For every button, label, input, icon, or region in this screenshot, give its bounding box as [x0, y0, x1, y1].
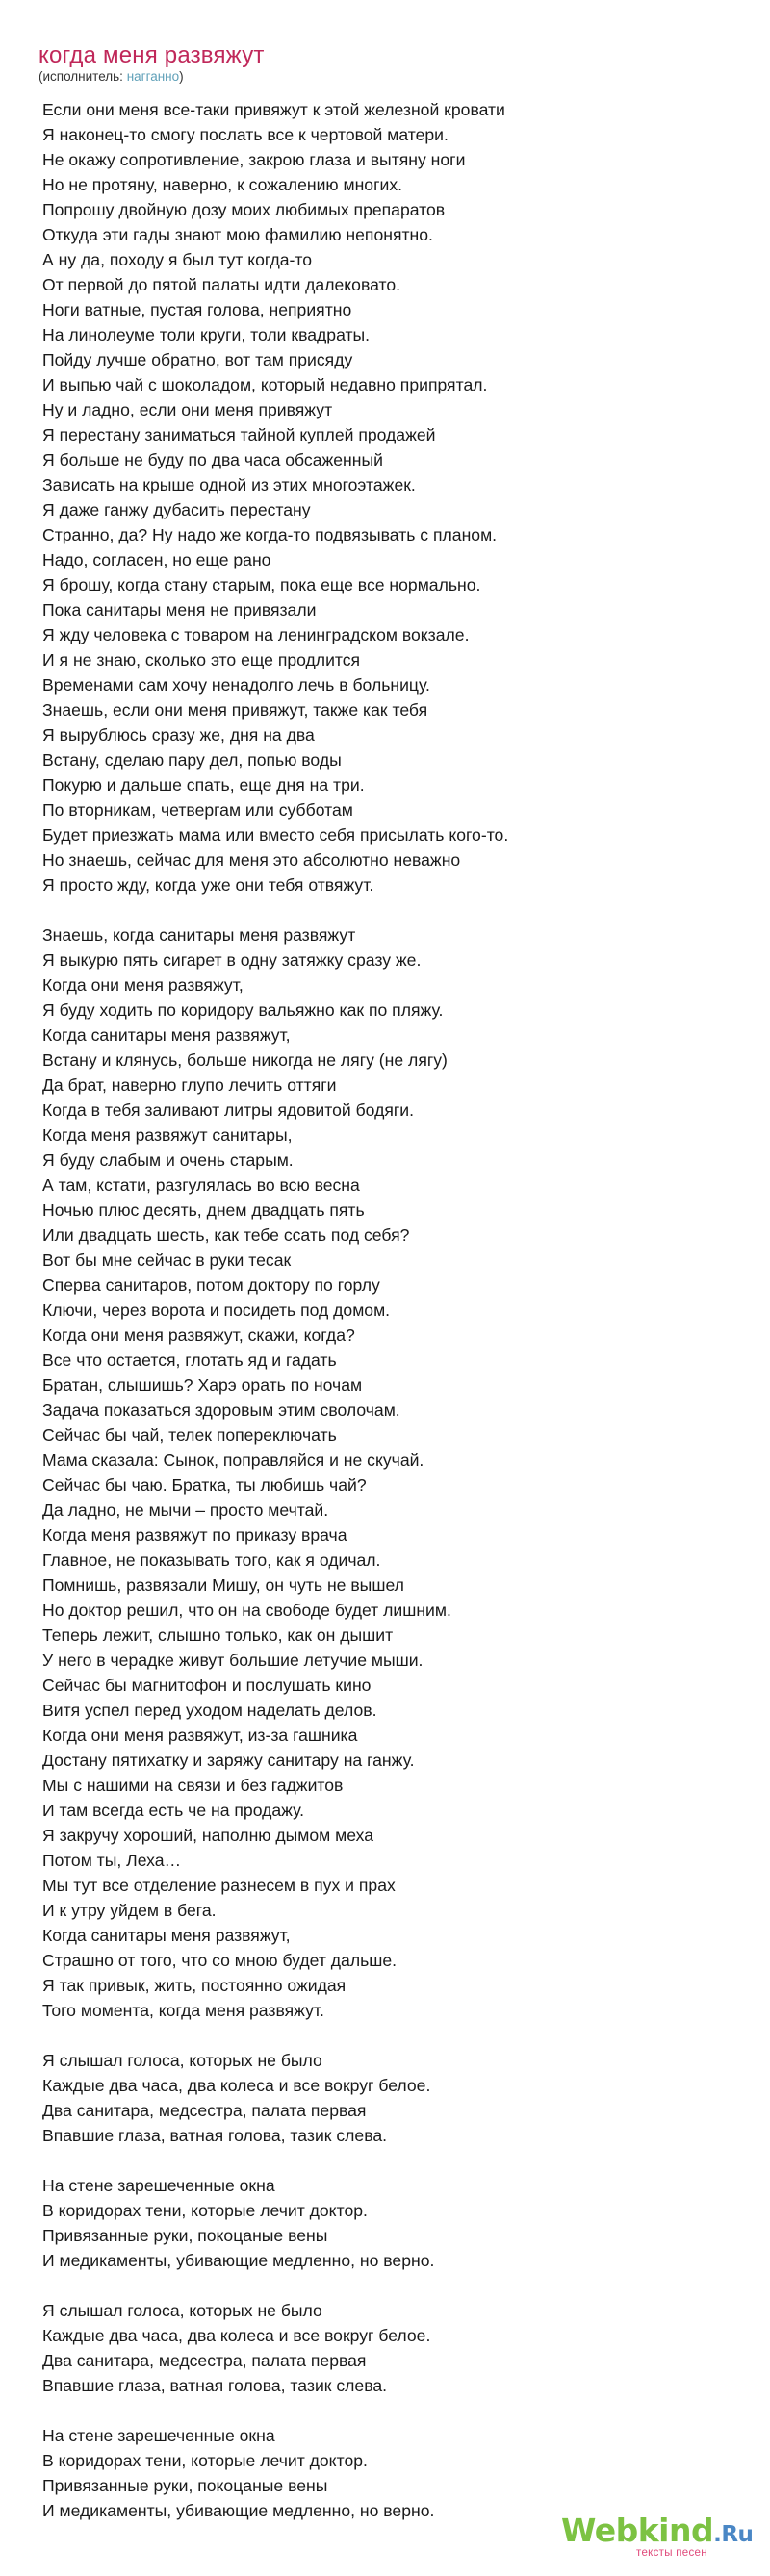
logo-main-text: Webkind: [561, 2512, 714, 2549]
lyric-line: Но знаешь, сейчас для меня это абсолютно неважно: [42, 850, 461, 870]
lyric-line: Сейчас бы чай, телек попереключать: [42, 1426, 337, 1445]
lyric-line: Странно, да? Ну надо же когда-то подвязывать с планом.: [42, 525, 498, 544]
lyric-line: У него в черадке живут большие летучие мыши.: [42, 1651, 424, 1670]
lyric-line: Помнишь, развязали Мишу, он чуть не вышел: [42, 1576, 404, 1595]
lyric-line: Задача показаться здоровым этим сволочам.: [42, 1401, 400, 1420]
lyrics-stanza: [42, 97, 755, 897]
lyric-line: Сперва санитаров, потом доктору по горлу: [42, 1275, 380, 1295]
lyric-line: Я больше не буду по два часа обсаженный: [42, 450, 383, 469]
lyrics-stanza: [42, 2173, 755, 2273]
lyric-line: Я жду человека с товаром на ленинградском вокзале.: [42, 625, 470, 644]
artist-link[interactable]: нагганно: [126, 69, 180, 84]
lyric-line: Покурю и дальше спать, еще дня на три.: [42, 775, 365, 795]
lyric-line: Я слышал голоса, которых не было: [42, 2051, 322, 2070]
lyric-line: Когда меня развяжут санитары,: [42, 1125, 293, 1145]
lyric-line: На стене зарешеченные окна: [42, 2176, 275, 2195]
artist-prefix: (исполнитель:: [38, 69, 127, 84]
lyric-line: Когда они меня развяжут,: [42, 975, 244, 995]
lyric-line: Того момента, когда меня развяжут.: [42, 2001, 324, 2020]
lyric-line: Знаешь, когда санитары меня развяжут: [42, 925, 356, 945]
lyric-line: Вот бы мне сейчас в руки тесак: [42, 1250, 292, 1270]
lyric-line: Страшно от того, что со мною будет дальше.: [42, 1951, 398, 1970]
artist-suffix: ): [179, 69, 184, 84]
song-title: когда меня развяжут: [38, 42, 265, 68]
lyric-line: Пока санитары меня не привязали: [42, 600, 317, 619]
lyric-line: Но не протяну, наверно, к сожалению многих.: [42, 175, 403, 194]
lyric-line: Когда санитары меня развяжут,: [42, 1025, 291, 1045]
logo-tagline: тексты песен: [636, 2547, 707, 2559]
lyric-line: Знаешь, если они меня привяжут, также как тебя: [42, 700, 428, 720]
lyric-line: Мы с нашими на связи и без гаджитов: [42, 1776, 344, 1795]
lyric-line: Пойду лучше обратно, вот там присяду: [42, 350, 353, 369]
lyric-line: Или двадцать шесть, как тебе ссать под себя?: [42, 1225, 410, 1245]
lyric-line: Мама сказала: Сынок, поправляйся и не скучай.: [42, 1451, 424, 1470]
lyric-line: На линолеуме толи круги, толи квадраты.: [42, 325, 371, 344]
lyric-line: Ну и ладно, если они меня привяжут: [42, 400, 333, 419]
lyric-line: Привязанные руки, покоцаные вены: [42, 2226, 328, 2245]
lyric-line: Я выкурю пять сигарет в одну затяжку сразу же.: [42, 950, 422, 970]
lyric-line: Зависать на крыше одной из этих многоэтажек.: [42, 475, 416, 494]
lyric-line: Временами сам хочу ненадолго лечь в больницу.: [42, 675, 430, 695]
lyric-line: Когда меня развяжут по приказу врача: [42, 1526, 347, 1545]
lyric-line: Я перестану заниматься тайной куплей продажей: [42, 425, 436, 444]
lyrics-body: [42, 97, 755, 2548]
lyric-line: И медикаменты, убивающие медленно, но верно.: [42, 2251, 435, 2270]
logo-wordmark: [561, 2513, 753, 2552]
lyric-line: Когда они меня развяжут, скажи, когда?: [42, 1326, 355, 1345]
lyric-line: Я просто жду, когда уже они тебя отвяжут.: [42, 875, 374, 895]
lyrics-stanza: [42, 2423, 755, 2523]
lyric-line: А ну да, походу я был тут когда-то: [42, 250, 313, 269]
lyric-line: Но доктор решил, что он на свободе будет лишним.: [42, 1601, 451, 1620]
lyric-line: Когда санитары меня развяжут,: [42, 1926, 291, 1945]
lyric-line: Я буду ходить по коридору вальяжно как по пляжу.: [42, 1000, 444, 1020]
lyric-line: Ноги ватные, пустая голова, неприятно: [42, 300, 352, 319]
lyric-line: От первой до пятой палаты идти далековато.: [42, 275, 401, 294]
lyric-line: А там, кстати, разгулялась во всю весна: [42, 1175, 360, 1195]
lyric-line: Каждые два часа, два колеса и все вокруг белое.: [42, 2326, 431, 2345]
lyric-line: Достану пятихатку и заряжу санитару на ганжу.: [42, 1751, 415, 1770]
lyrics-stanza: [42, 2048, 755, 2148]
lyric-line: Все что остается, глотать яд и гадать: [42, 1351, 337, 1370]
lyric-line: Главное, не показывать того, как я одичал.: [42, 1551, 381, 1570]
lyric-line: Впавшие глаза, ватная голова, тазик слева.: [42, 2376, 388, 2395]
lyric-line: И выпью чай с шоколадом, который недавно припрятал.: [42, 375, 488, 394]
lyric-line: Я так привык, жить, постоянно ожидая: [42, 1976, 346, 1995]
lyric-line: Привязанные руки, покоцаные вены: [42, 2476, 328, 2495]
lyric-line: И к утру уйдем в бега.: [42, 1901, 217, 1920]
lyric-line: Я брошу, когда стану старым, пока еще все нормально.: [42, 575, 481, 594]
lyric-line: Я вырублюсь сразу же, дня на два: [42, 725, 315, 745]
lyric-line: Сейчас бы магнитофон и послушать кино: [42, 1676, 372, 1695]
lyric-line: Надо, согласен, но еще рано: [42, 550, 271, 569]
lyric-line: Не окажу сопротивление, закрою глаза и вытяну ноги: [42, 150, 466, 169]
webkind-logo[interactable]: [561, 2513, 754, 2563]
lyric-line: Если они меня все-таки привяжут к этой железной кровати: [42, 100, 505, 119]
lyric-line: Братан, слышишь? Харэ орать по ночам: [42, 1376, 363, 1395]
lyric-line: Ночью плюс десять, днем двадцать пять: [42, 1200, 365, 1220]
lyric-line: Я буду слабым и очень старым.: [42, 1150, 294, 1170]
lyric-line: Я слышал голоса, которых не было: [42, 2301, 322, 2320]
lyric-line: Когда они меня развяжут, из-за гашника: [42, 1726, 358, 1745]
lyric-line: Витя успел перед уходом наделать делов.: [42, 1701, 377, 1720]
lyric-line: Теперь лежит, слышно только, как он дышит: [42, 1626, 394, 1645]
lyric-line: Я даже ганжу дубасить перестану: [42, 500, 311, 519]
lyric-line: Я закручу хороший, наполню дымом меха: [42, 1826, 374, 1845]
lyric-line: Впавшие глаза, ватная голова, тазик слева.: [42, 2126, 388, 2145]
lyrics-stanza: [42, 2298, 755, 2398]
lyric-line: Да брат, наверно глупо лечить оттяги: [42, 1075, 337, 1095]
lyric-line: Встану и клянусь, больше никогда не лягу (не лягу): [42, 1050, 448, 1070]
lyric-line: В коридорах тени, которые лечит доктор.: [42, 2201, 368, 2220]
lyrics-stanza: [42, 922, 755, 2023]
lyric-line: Два санитара, медсестра, палата первая: [42, 2351, 367, 2370]
lyric-line: И я не знаю, сколько это еще продлится: [42, 650, 361, 669]
logo-tld-text: .Ru: [713, 2522, 754, 2547]
lyric-line: Каждые два часа, два колеса и все вокруг белое.: [42, 2076, 431, 2095]
lyric-line: Когда в тебя заливают литры ядовитой бодяги.: [42, 1100, 415, 1120]
lyric-line: Потом ты, Леха…: [42, 1851, 182, 1870]
lyric-line: Да ладно, не мычи – просто мечтай.: [42, 1501, 329, 1520]
lyric-line: Ключи, через ворота и посидеть под домом.: [42, 1301, 391, 1320]
lyric-line: В коридорах тени, которые лечит доктор.: [42, 2451, 368, 2470]
lyric-line: И там всегда есть че на продажу.: [42, 1801, 305, 1820]
lyric-line: Откуда эти гады знают мою фамилию непонятно.: [42, 225, 433, 244]
lyric-line: Два санитара, медсестра, палата первая: [42, 2101, 367, 2120]
lyric-line: На стене зарешеченные окна: [42, 2426, 275, 2445]
lyric-line: Мы тут все отделение разнесем в пух и прах: [42, 1876, 396, 1895]
lyric-line: По вторникам, четвергам или субботам: [42, 800, 353, 820]
lyric-line: Встану, сделаю пару дел, попью воды: [42, 750, 342, 770]
lyric-line: Попрошу двойную дозу моих любимых препаратов: [42, 200, 446, 219]
lyric-line: Сейчас бы чаю. Братка, ты любишь чай?: [42, 1476, 367, 1495]
lyric-line: И медикаменты, убивающие медленно, но верно.: [42, 2501, 435, 2520]
artist-line: [38, 69, 184, 84]
lyric-line: Будет приезжать мама или вместо себя присылать кого-то.: [42, 825, 509, 845]
lyric-line: Я наконец-то смогу послать все к чертовой матери.: [42, 125, 449, 144]
